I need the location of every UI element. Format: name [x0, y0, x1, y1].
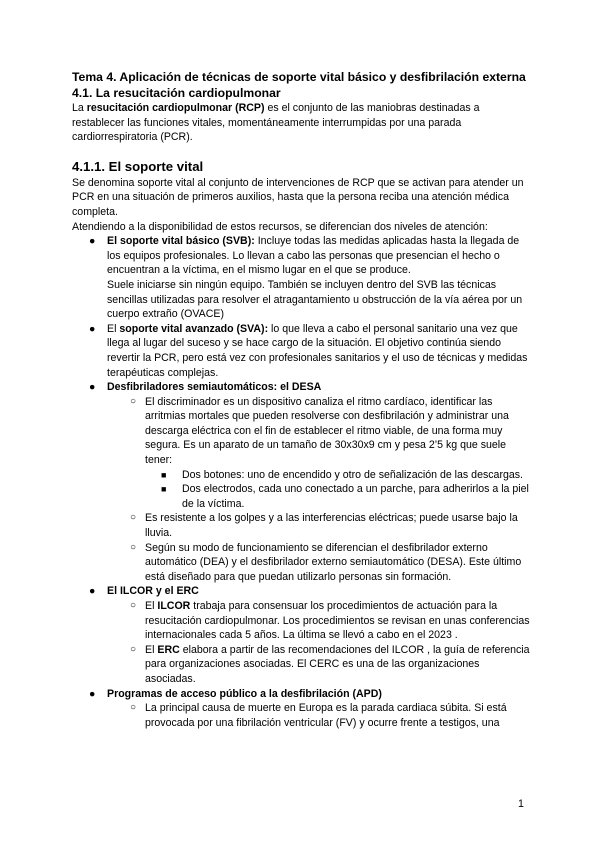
paragraph-niveles: Atendiendo a la disponibilidad de estos recursos, se diferencian dos niveles de atención: — [72, 220, 488, 233]
desa-subitem-electrodos — [72, 482, 530, 511]
list-item-apd — [72, 687, 530, 702]
square-bullet-icon: ■ — [161, 469, 167, 480]
desa-item2-text: Es resistente a los golpes y a las interferencias eléctricas; puede usarse bajo la lluvia. — [145, 512, 518, 540]
ilcor-item-2 — [72, 643, 530, 687]
sva-term: soporte vital avanzado (SVA): — [119, 322, 269, 335]
desa-item3-text: Según su modo de funcionamiento se diferencian el desfibrilador externo automático (DEA) y el desfibrilador externo semiautomático (DESA). Este último está diseñado para que puedan utilizarlo personas sin formación. — [145, 541, 522, 583]
list-item-sva — [72, 322, 530, 380]
square-bullet-icon: ■ — [161, 484, 167, 495]
section-heading: 4.1. La resucitación cardiopulmonar — [72, 85, 281, 100]
desa-item-discriminador — [72, 395, 530, 468]
bullet-icon: ● — [89, 322, 96, 335]
subsection-heading: 4.1.1. El soporte vital — [72, 158, 204, 174]
ilcor-i1-text: trabaja para consensuar los procedimientos de actuación para la resucitación cardiopulmonar. Los procedimientos se revisan en unas conferencias internacionales cada 5 años. La última se llevó a cabo en el 2023 . — [145, 600, 530, 642]
bullet-icon: ● — [89, 235, 96, 248]
document-body — [72, 70, 530, 730]
bullet-icon: ● — [89, 585, 96, 598]
circle-bullet-icon: ○ — [130, 643, 137, 655]
sva-pre: El — [107, 322, 120, 335]
circle-bullet-icon: ○ — [130, 600, 137, 611]
list-item-desa — [72, 380, 530, 395]
circle-bullet-icon: ○ — [130, 395, 137, 407]
desa-heading: Desfibriladores semiautomáticos: el DESA — [107, 381, 322, 394]
apd-item1-text: La principal causa de muerte en Europa es la parada cardiaca súbita. Si está provocada por una fibrilación ventricular (FV) y ocurre frente a testigos, una — [145, 702, 507, 729]
intro-pre: La — [72, 102, 87, 114]
rcp-term: resucitación cardiopulmonar (RCP) — [86, 102, 265, 114]
intro-post: es el conjunto de las maniobras destinadas a restablecer las funciones vitales, momentáneamente interrumpidas por una parada cardiorrespiratoria (PCR). — [72, 102, 480, 144]
circle-bullet-icon: ○ — [130, 702, 137, 714]
list-item-ilcor — [72, 584, 530, 599]
bullet-icon: ● — [89, 381, 96, 394]
desa-item-resistente — [72, 511, 530, 540]
intro-paragraph — [72, 101, 530, 145]
desa-sub1-text: Dos botones: uno de encendido y otro de señalización de las descargas. — [182, 468, 523, 481]
sva-text: lo que lleva a cabo el personal sanitario una vez que llega al lugar del suceso y se hace cargo de la situación. El objetivo continúa siendo revertir la PCR, pero está vez con profesionales sanitarios y el uso de técnicas y medidas terapéuticas complejas. — [107, 322, 528, 379]
paragraph-soporte-vital: Se denomina soporte vital al conjunto de intervenciones de RCP que se activan para atender un PCR en una situación de primeros auxilios, hasta que la persona reciba una atención médica completa. — [72, 176, 524, 218]
document-title: Tema 4. Aplicación de técnicas de soporte vital básico y desfibrilación externa — [72, 70, 526, 84]
desa-item-modo — [72, 541, 530, 585]
circle-bullet-icon: ○ — [130, 541, 137, 553]
apd-item-1 — [72, 701, 530, 730]
svb-term: El soporte vital básico (SVB): — [107, 235, 255, 248]
ilcor-i2-pre: El — [145, 643, 158, 656]
circle-bullet-icon: ○ — [130, 512, 137, 524]
ilcor-i1-pre: El — [145, 600, 158, 612]
page-number: 1 — [518, 798, 524, 810]
desa-subitem-botones — [72, 468, 530, 483]
ilcor-heading: El ILCOR y el ERC — [107, 585, 199, 598]
list-item-svb — [72, 234, 530, 278]
svb-text: Incluye todas las medidas aplicadas hasta la llegada de los equipos profesionales. Lo llevan a cabo las personas que presencian el hecho o encuentran a la víctima, en el mismo lugar en el que se produce. — [107, 235, 520, 277]
desa-sub2-text: Dos electrodos, cada uno conectado a un parche, para adherirlos a la piel de la víctima. — [182, 483, 529, 510]
erc-term: ERC — [157, 643, 180, 656]
desa-item1-text: El discriminador es un dispositivo canaliza el ritmo cardíaco, identificar las arritmias mortales que pueden resolverse con desfibrilación y administrar una descarga eléctrica con el fin de establecer el ritmo viable, de una forma muy segura. Es un aparato de un tamaño de 30x30x9 cm y pesa 2’5 kg que suele tener: — [145, 395, 509, 467]
ilcor-item-1 — [72, 599, 530, 643]
ilcor-i2-text: elabora a partir de las recomendaciones del ILCOR , la guía de referencia para organizaciones asociadas. El CERC es una de las organizaciones asociadas. — [145, 643, 530, 685]
svb-extra: Suele iniciarse sin ningún equipo. También se incluyen dentro del SVB las técnicas sencillas utilizadas para resolver el atragantamiento u obstrucción de la vía aérea por un cuerpo extraño (OVACE) — [107, 278, 523, 321]
apd-heading: Programas de acceso público a la desfibrilación (APD) — [107, 687, 382, 700]
bullet-icon: ● — [89, 687, 96, 700]
ilcor-term: ILCOR — [157, 600, 191, 612]
